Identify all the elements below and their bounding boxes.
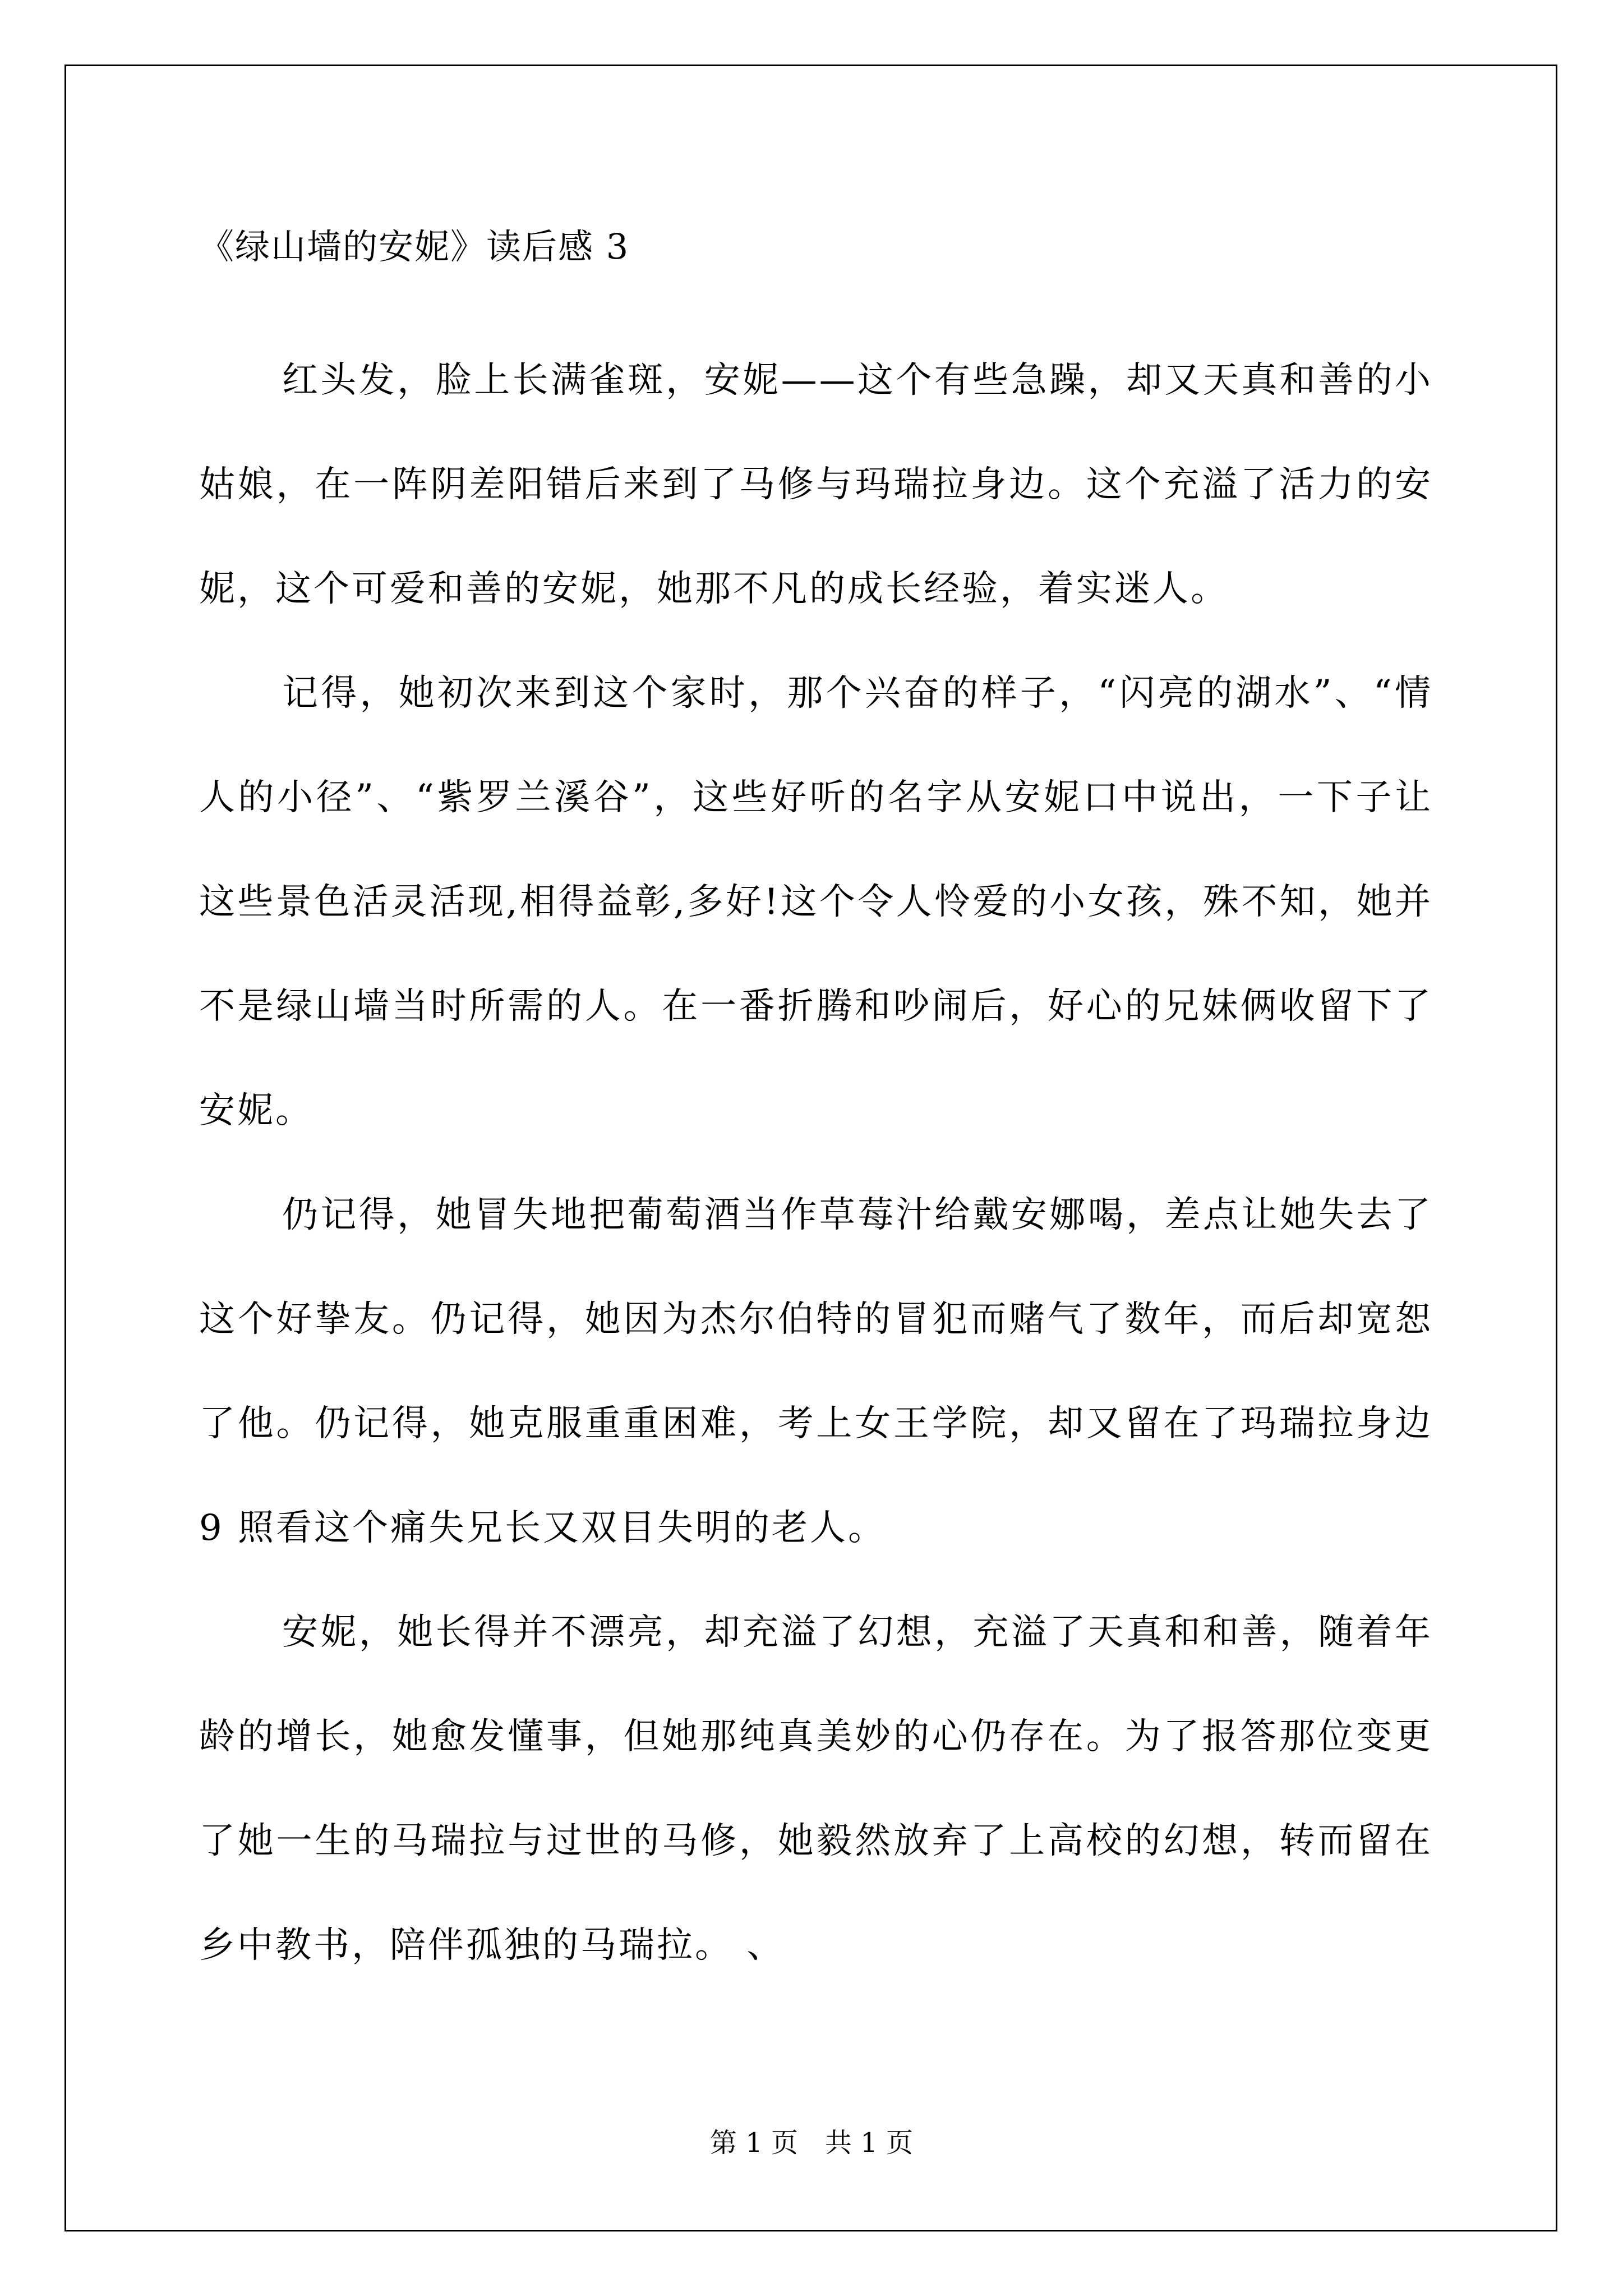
paragraph-3: 仍记得，她冒失地把葡萄酒当作草莓汁给戴安娜喝，差点让她失去了这个好挚友。仍记得，她因为杰尔伯特的冒犯而赌气了数年，而后却宽恕了他。仍记得，她克服重重困难，考上女王学院，却又留在了玛瑞拉身边 9 照看这个痛失兄长又双目失明的老人。 bbox=[199, 1194, 1433, 1549]
document-body bbox=[199, 222, 1433, 1998]
paragraph-2: 记得，她初次来到这个家时，那个兴奋的样子，“闪亮的湖水”、“情人的小径”、“紫罗兰溪谷”，这些好听的名字从安妮口中说出，一下子让这些景色活灵活现,相得益彰,多好!这个令人怜爱的小女孩，殊不知，她并不是绿山墙当时所需的人。在一番折腾和吵闹后，好心的兄妹俩收留下了安妮。 bbox=[199, 673, 1433, 1131]
document-title: 《绿山墙的安妮》读后感 3 bbox=[199, 226, 630, 267]
paragraph-1: 红头发，脸上长满雀斑，安妮——这个有些急躁，却又天真和善的小姑娘，在一阵阴差阳错后来到了马修与玛瑞拉身边。这个充溢了活力的安妮，这个可爱和善的安妮，她那不凡的成长经验，着实迷人。 bbox=[199, 360, 1433, 610]
page-number: 第 1 页 共 1 页 bbox=[709, 2127, 914, 2159]
paragraph-4: 安妮，她长得并不漂亮，却充溢了幻想，充溢了天真和和善，随着年龄的增长，她愈发懂事，但她那纯真美妙的心仍存在。为了报答那位变更了她一生的马瑞拉与过世的马修，她毅然放弃了上高校的幻想，转而留在乡中教书，陪伴孤独的马瑞拉。 、 bbox=[199, 1612, 1433, 1966]
